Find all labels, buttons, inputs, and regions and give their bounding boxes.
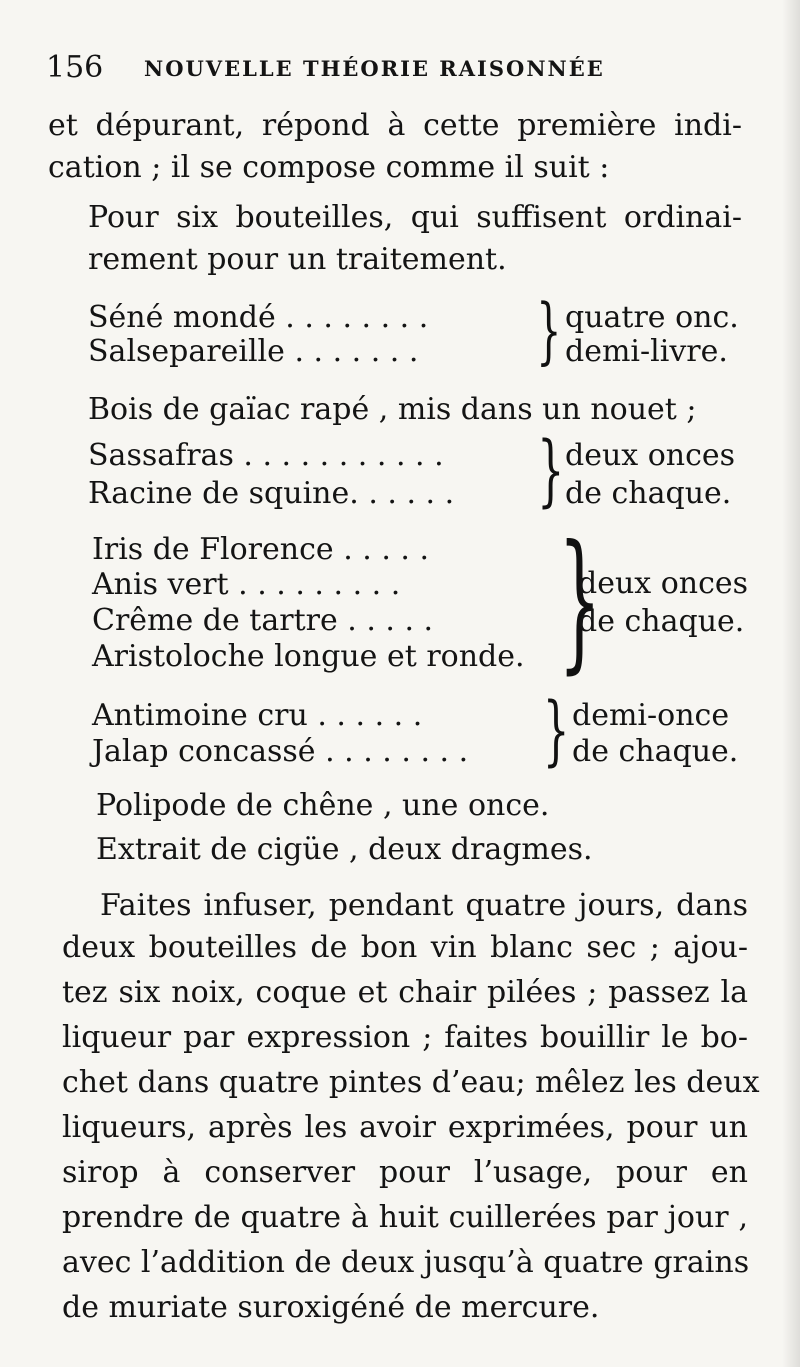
group1-quantity-1: quatre onc. <box>565 300 739 335</box>
group4-brace: } <box>542 685 570 774</box>
paragraph-line-1: Faites infuser, pendant quatre jours, dans <box>100 888 748 923</box>
intro-line-2: cation ; il se compose comme il suit : <box>48 150 610 185</box>
single-line-1: Bois de gaïac rapé , mis dans un nouet ; <box>88 392 697 427</box>
intro-line-3: Pour six bouteilles, qui suffisent ordinai- <box>88 200 742 235</box>
paragraph-line-10: de muriate suroxigéné de mercure. <box>62 1290 600 1325</box>
paragraph-line-6: liqueurs, après les avoir exprimées, pour un <box>62 1110 748 1145</box>
paragraph-line-2: deux bouteilles de bon vin blanc sec ; ajou- <box>62 930 748 965</box>
group3-item-2: Anis vert . . . . . . . . . <box>92 567 401 602</box>
group3-brace: } <box>558 514 602 688</box>
paragraph-line-7: sirop à conserver pour l’usage, pour en <box>62 1155 748 1190</box>
paragraph-line-3: tez six noix, coque et chair pilées ; passez la <box>62 975 748 1010</box>
group4-quantity-1: demi-once <box>572 698 730 733</box>
paragraph-line-8: prendre de quatre à huit cuillerées par jour , <box>62 1200 748 1235</box>
page-number: 156 <box>46 50 104 85</box>
group1-item-1: Séné mondé . . . . . . . . <box>88 300 429 335</box>
paragraph-line-5: chet dans quatre pintes d’eau; mêlez les deux <box>62 1065 760 1100</box>
group4-quantity-2: de chaque. <box>572 734 739 769</box>
group2-brace: } <box>537 426 565 516</box>
group2-item-2: Racine de squine. . . . . . <box>88 476 455 511</box>
group3-quantity-1: deux onces <box>578 566 749 601</box>
group1-quantity-2: demi-livre. <box>565 334 728 369</box>
group3-item-3: Crême de tartre . . . . . <box>92 603 434 638</box>
page-edge-shadow <box>782 0 800 1367</box>
group2-item-1: Sassafras . . . . . . . . . . . <box>88 438 444 473</box>
running-title: NOUVELLE THÉORIE RAISONNÉE <box>144 56 605 81</box>
paragraph-line-9: avec l’addition de deux jusqu’à quatre grains <box>62 1245 750 1280</box>
single-line-3: Extrait de cigüe , deux dragmes. <box>96 832 593 867</box>
single-line-2: Polipode de chêne , une once. <box>96 788 550 823</box>
intro-line-1: et dépurant, répond à cette première indi- <box>48 108 742 143</box>
group3-quantity-2: de chaque. <box>578 604 745 639</box>
group3-item-4: Aristoloche longue et ronde. <box>92 639 525 674</box>
group4-item-1: Antimoine cru . . . . . . <box>92 698 423 733</box>
paragraph-line-4: liqueur par expression ; faites bouillir le bo- <box>62 1020 748 1055</box>
page-header <box>46 50 746 90</box>
group1-brace: } <box>536 288 562 372</box>
group1-item-2: Salsepareille . . . . . . . <box>88 334 419 369</box>
group4-item-2: Jalap concassé . . . . . . . . <box>92 734 469 769</box>
intro-line-4: rement pour un traitement. <box>88 242 507 277</box>
group2-quantity-1: deux onces <box>565 438 736 473</box>
group3-item-1: Iris de Florence . . . . . <box>92 532 430 567</box>
group2-quantity-2: de chaque. <box>565 476 732 511</box>
